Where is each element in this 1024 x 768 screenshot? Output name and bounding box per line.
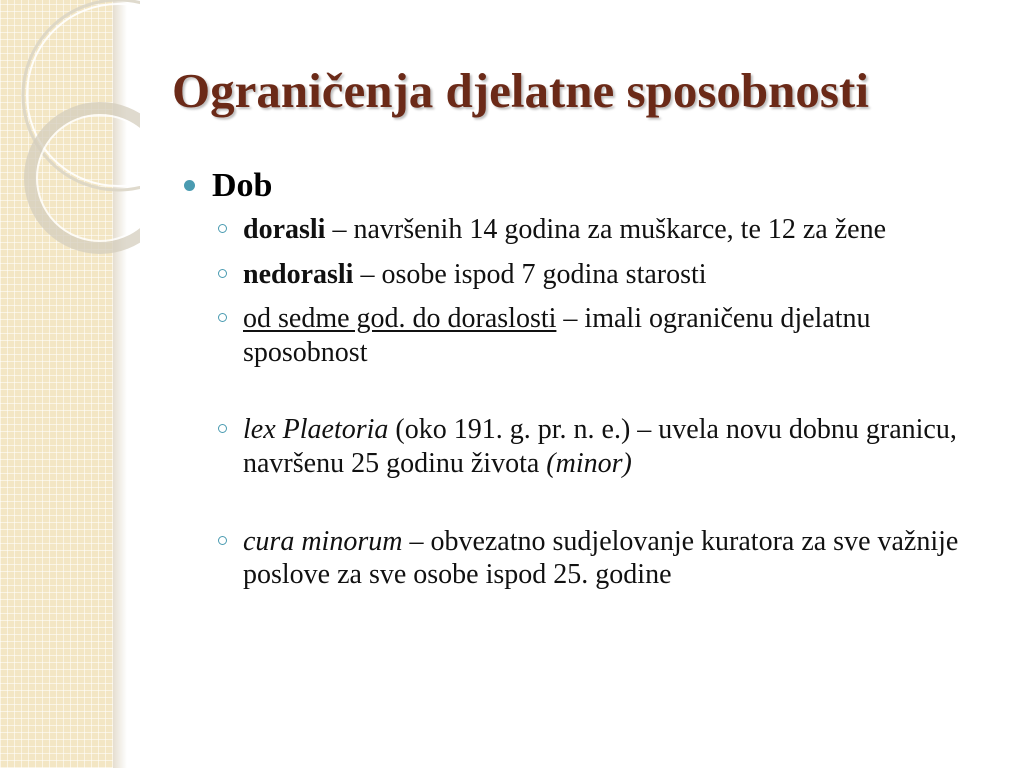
ring-bullet-icon (218, 224, 227, 233)
item-lead: nedorasli (243, 258, 354, 290)
item-text: – obvezatno sudjelovanje kuratora za sve važnije poslove za sve osobe ispod 25. godine (243, 525, 959, 591)
list-item-cura-minorum (184, 525, 994, 592)
item-tail: (minor) (546, 448, 632, 480)
item-lead: od sedme god. do doraslosti (243, 303, 557, 335)
item-lead: lex Plaetoria (243, 414, 389, 446)
ring-bullet-icon (218, 424, 227, 433)
bullet-heading (184, 166, 994, 205)
item-lead: dorasli (243, 214, 326, 246)
sub-bullet-list (184, 213, 994, 592)
list-item-dorasli (184, 213, 994, 247)
ring-bullet-icon (218, 536, 227, 545)
item-text: (oko 191. g. pr. n. e.) – uvela novu dobnu granicu, navršenu 25 godinu života (243, 414, 957, 480)
list-item-lex-plaetoria (184, 413, 994, 480)
ring-bullet-icon (218, 313, 227, 322)
list-item-sedme-god (184, 302, 994, 369)
item-lead: cura minorum (243, 525, 403, 557)
item-text: – navršenih 14 godina za muškarce, te 12 za žene (325, 214, 887, 246)
ring-bullet-icon (218, 269, 227, 278)
slide-title: Ograničenja djelatne sposobnosti (172, 63, 869, 118)
bullet-dot-icon (184, 180, 195, 191)
item-text: – osobe ispod 7 godina starosti (353, 258, 707, 290)
item-text: – imali ograničenu djelatnu sposobnost (243, 303, 871, 368)
heading-text: Dob (212, 167, 273, 204)
list-item-nedorasli (184, 258, 994, 292)
decorative-circles-icon (0, 0, 140, 300)
slide-content (184, 166, 994, 603)
